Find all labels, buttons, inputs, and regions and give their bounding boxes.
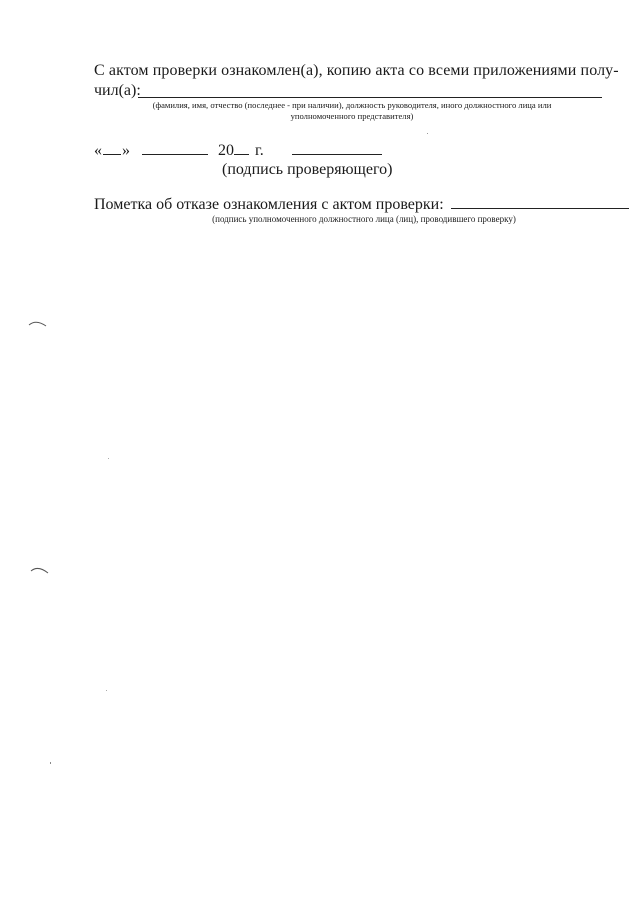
year-prefix: 20: [218, 142, 234, 159]
refusal-label: Пометка об отказе ознакомления с актом проверки:: [94, 196, 444, 213]
scan-dot-2: [108, 458, 109, 459]
close-quote: »: [122, 142, 130, 159]
recipient-caption-line1: (фамилия, имя, отчество (последнее - при наличии), должность руководителя, иного должностного лица или: [152, 100, 552, 110]
recipient-name-line: [138, 97, 602, 98]
year-suffix: г.: [255, 142, 264, 159]
refusal-caption: (подпись уполномоченного должностного лица (лиц), проводившего проверку): [212, 214, 516, 224]
scan-mark-2: [30, 565, 50, 575]
refusal-row: [94, 196, 629, 214]
year-blank: [234, 154, 249, 155]
month-blank: [142, 154, 208, 155]
scan-dot-4: [50, 762, 51, 764]
acknowledgement-text-line2: чил(а):: [94, 82, 141, 99]
inspector-signature-caption: (подпись проверяющего): [222, 161, 393, 178]
scan-mark-1: [28, 318, 48, 328]
scan-dot-3: [106, 690, 107, 691]
inspector-signature-blank: [292, 154, 382, 155]
recipient-caption-line2: уполномоченного представителя): [290, 111, 414, 121]
scan-dot-1: [427, 133, 428, 134]
refusal-signature-blank: [451, 208, 629, 209]
acknowledgement-text-line1: С актом проверки ознакомлен(а), копию акта со всеми приложениями полу-: [94, 62, 619, 79]
day-blank: [103, 154, 121, 155]
open-quote: «: [94, 142, 102, 159]
date-row: [94, 142, 382, 160]
